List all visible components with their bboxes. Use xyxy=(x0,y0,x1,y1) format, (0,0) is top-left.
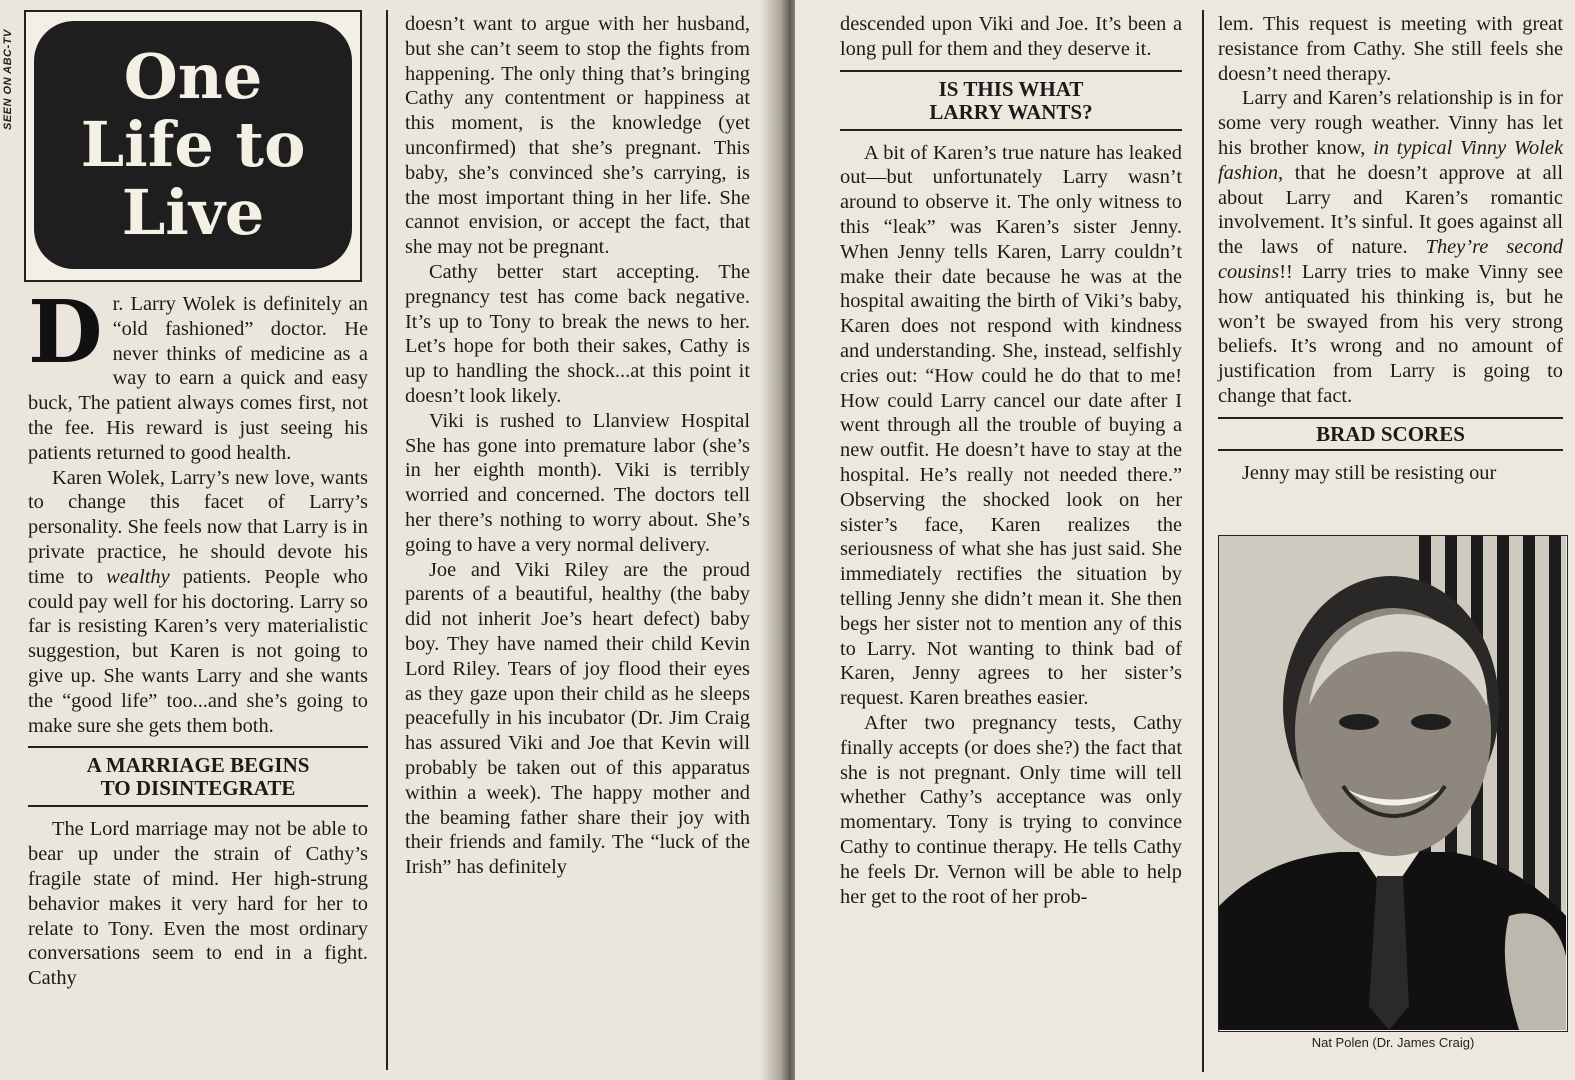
left-page xyxy=(0,0,780,1080)
logo-badge xyxy=(34,21,352,269)
show-logo xyxy=(24,10,362,282)
col2-paragraph-2: Cathy better start accepting. The pregnancy test has come back negative. It’s up to Tony to break the news to her. Let’s hope for both their sakes, Cathy is up to handling the shock...at this point it doesn’t look likely. xyxy=(405,260,750,407)
column-4 xyxy=(1218,12,1563,486)
col4-paragraph-3: Jenny may still be resisting our xyxy=(1242,461,1497,484)
logo-line-2: Life to xyxy=(80,108,306,181)
right-page xyxy=(795,0,1575,1080)
col3-paragraph-2: A bit of Karen’s true nature has leaked out—but unfortunately Larry wasn’t around to observe it. The only witness to this “leak” was Karen’s sister Jenny. When Jenny tells Karen, Larry couldn’t make their date because he was at the hospital awaiting the birth of Viki’s baby, Karen does not respond with kindness and understanding. She, instead, selfishly cries out: “How could he do that to me! How could Larry cancel our date after I went through all the trouble of buying a new outfit. He doesn’t have to stay at the hospital. He’s really not needed there.” Observing the shocked look on her sister’s face, Karen realizes the seriousness of what she has just said. She immediately rectifies the situation by telling Jenny she didn’t mean it. She then begs her sister not to mention any of this to Larry. Not wanting to think bad of Karen, Jenny agrees to her sister’s request. Karen breathes easier. xyxy=(840,141,1182,710)
network-side-label: SEEN ON ABC-TV xyxy=(2,29,14,130)
col4-paragraph-1: lem. This request is meeting with great resistance from Cathy. She still feels she doesn’t need therapy. xyxy=(1218,13,1563,85)
column-divider xyxy=(386,10,388,1070)
section-heading-larry: IS THIS WHAT LARRY WANTS? xyxy=(840,70,1182,131)
col3-paragraph-1: descended upon Viki and Joe. It’s been a long pull for them and they deserve it. xyxy=(840,13,1182,60)
logo-line-1: One xyxy=(123,40,263,113)
column-3 xyxy=(840,12,1182,909)
logo-title xyxy=(80,40,306,249)
col2-paragraph-4: Joe and Viki Riley are the proud parents of a beautiful, healthy (the baby did not inherit Joe’s heart defect) baby boy. They have named their child Kevin Lord Riley. Tears of joy flood their eyes as they gaze upon their child as he sleeps peacefully in his incubator (Dr. Jim Craig has assured Viki and Joe that Kevin will probably be taken out of this apparatus within a week). The happy mother and the beaming father share their joy with their friends and family. The “luck of the Irish” has definitely xyxy=(405,558,750,879)
actor-photo xyxy=(1219,536,1566,1030)
col2-paragraph-3: Viki is rushed to Llanview Hospital She has gone into premature labor (she’s in her eighth month). Viki is terribly worried and concerned. The doctors tell her there’s nothing to worry about. She’s going to have a very normal delivery. xyxy=(405,409,750,556)
col4-paragraph-2: Larry and Karen’s relationship is in for some very rough weather. Vinny has let his brother know, in typical Vinny Wolek fashion, that he doesn’t approve at all about Larry and Karen’s romantic involvement. It’s sinful. It goes against all the laws of nature. They’re second cousins!! Larry tries to make Vinny see how antiquated his thinking is, but he won’t be swayed from his very strong beliefs. It’s wrong and no amount of justification from Larry is going to change that fact. xyxy=(1218,87,1564,407)
column-2 xyxy=(405,12,750,880)
col3-paragraph-3: After two pregnancy tests, Cathy finally accepts (or does she?) the fact that she is not pregnant. Only time will tell whether Cathy’s acceptance was only momentary. Tony is trying to convince Cathy to continue therapy. He tells Cathy he feels Dr. Vernon will be able to help her get to the root of her prob- xyxy=(840,711,1182,908)
column-divider xyxy=(1202,10,1204,1072)
col2-paragraph-1: doesn’t want to argue with her husband, but she can’t seem to stop the fights from happening. The only thing that’s bringing Cathy any contentment or happiness at this moment, is the knowledge (yet unconfirmed) that she’s pregnant. This baby, she’s convinced she’s carrying, is the most important thing in her life. She cannot envision, or accept the fact, that she may not be pregnant. xyxy=(405,13,750,259)
logo-line-3: Live xyxy=(121,176,265,249)
drop-cap: D xyxy=(28,282,103,383)
section-heading-marriage: A MARRIAGE BEGINS TO DISINTEGRATE xyxy=(28,746,368,807)
col1-paragraph-2: Karen Wolek, Larry’s new love, wants to change this facet of Larry’s personality. She feels now that Larry is in private practice, he should devote his time to wealthy patients. People who could pay well for his doctoring. Larry so far is resisting Karen’s very materialistic suggestion, but Karen is not going to give up. She wants Larry and she wants the “good life” too...and she’s going to make sure she gets them both. xyxy=(28,466,368,737)
col1-paragraph-3: The Lord marriage may not be able to bear up under the strain of Cathy’s fragile state of mind. Her high-strung behavior makes it very hard for her to relate to Tony. Even the most ordinary conversations seem to end in a fight. Cathy xyxy=(28,818,368,990)
actor-photo-frame xyxy=(1218,535,1568,1032)
section-heading-brad: BRAD SCORES xyxy=(1218,417,1563,451)
column-1 xyxy=(28,282,368,991)
col1-paragraph-1: Dr. Larry Wolek is definitely an “old fashioned” doctor. He never thinks of medicine as a way to earn a quick and easy buck, The patient always comes first, not the fee. His reward is just seeing his patients returned to good health. xyxy=(28,282,368,464)
photo-caption: Nat Polen (Dr. James Craig) xyxy=(1311,1035,1475,1050)
